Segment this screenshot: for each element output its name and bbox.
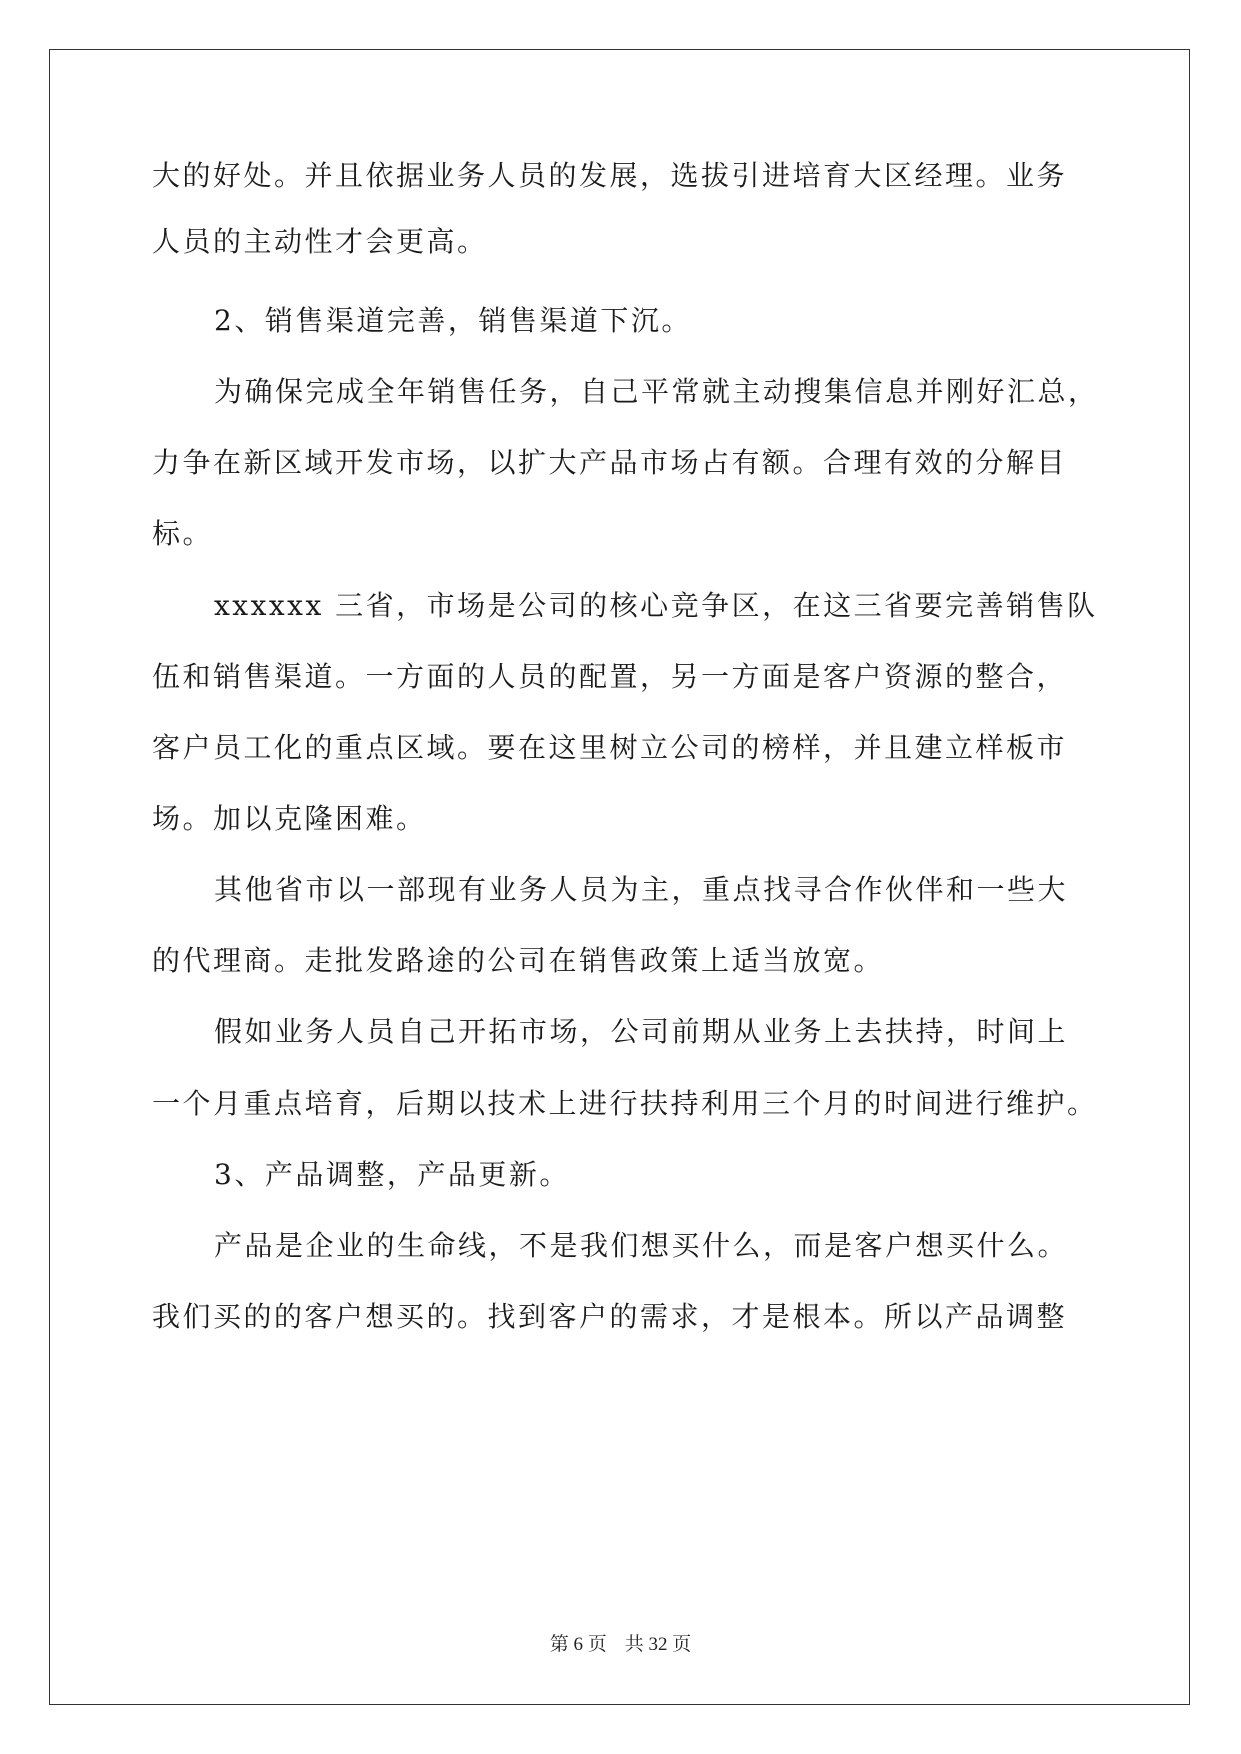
text-line: 客户员工化的重点区域。要在这里树立公司的榜样，并且建立样板市 (152, 731, 1068, 764)
text-line: 人员的主动性才会更高。 (152, 225, 488, 258)
text-line: 为确保完成全年销售任务，自己平常就主动搜集信息并刚好汇总， (214, 375, 1099, 408)
text-line: 其他省市以一部现有业务人员为主，重点找寻合作伙伴和一些大 (214, 873, 1069, 906)
page-number: 第 6 页 (549, 1634, 607, 1655)
page-total: 共 32 页 (624, 1634, 692, 1655)
text-line: 产品是企业的生命线，不是我们想买什么，而是客户想买什么。 (214, 1229, 1069, 1262)
text-line: xxxxxx 三省，市场是公司的核心竞争区，在这三省要完善销售队 (214, 589, 1098, 622)
page-footer (0, 1632, 1241, 1658)
text-line: 我们买的的客户想买的。找到客户的需求，才是根本。所以产品调整 (152, 1300, 1068, 1333)
section-heading: 2、销售渠道完善，销售渠道下沉。 (214, 304, 692, 337)
text-line: 场。加以克隆困难。 (152, 802, 427, 835)
text-line: 大的好处。并且依据业务人员的发展，选拔引进培育大区经理。业务 (152, 159, 1068, 192)
text-line: 的代理商。走批发路途的公司在销售政策上适当放宽。 (152, 944, 885, 977)
text-line: 标。 (152, 517, 214, 550)
text-line: 假如业务人员自己开拓市场，公司前期从业务上去扶持，时间上 (214, 1015, 1069, 1048)
section-heading: 3、产品调整，产品更新。 (214, 1158, 570, 1191)
text-line: 力争在新区域开发市场，以扩大产品市场占有额。合理有效的分解目 (152, 446, 1068, 479)
text-line: 伍和销售渠道。一方面的人员的配置，另一方面是客户资源的整合， (152, 660, 1068, 693)
text-line: 一个月重点培育，后期以技术上进行扶持利用三个月的时间进行维护。 (152, 1087, 1098, 1120)
